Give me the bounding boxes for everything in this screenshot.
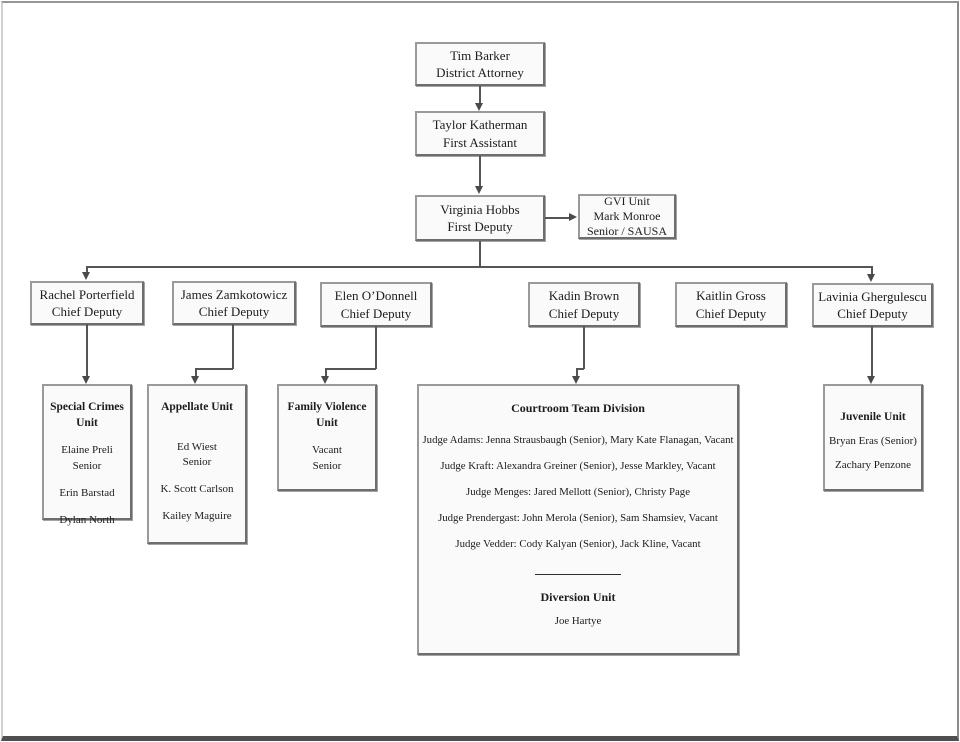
unit-member: Bryan Eras (Senior) <box>829 434 917 447</box>
connector-line <box>545 217 570 219</box>
unit-title <box>840 410 906 426</box>
node-district-attorney <box>415 42 545 86</box>
connector-line <box>195 368 233 370</box>
person-name: Tim Barker <box>450 47 510 63</box>
node-family-violence-unit <box>277 384 377 491</box>
unit-title-line: Appellate Unit <box>161 401 233 413</box>
unit-title: GVI Unit <box>604 194 650 208</box>
node-appellate-unit <box>147 384 247 544</box>
arrowhead-down <box>867 274 875 282</box>
node-chief-deputy-porterfield <box>30 281 144 325</box>
arrowhead-down <box>475 186 483 194</box>
node-special-crimes-unit <box>42 384 132 526</box>
unit-member: Vacant Senior <box>312 444 342 472</box>
arrowhead-down <box>572 376 580 384</box>
node-chief-deputy-ghergulescu <box>812 283 933 327</box>
person-name: Taylor Katherman <box>432 117 528 133</box>
unit-title <box>161 400 233 416</box>
unit-title <box>288 400 367 431</box>
person-title: Chief Deputy <box>340 305 412 321</box>
node-chief-deputy-gross <box>675 282 787 327</box>
person-title: Chief Deputy <box>198 304 270 319</box>
unit-member: K. Scott Carlson <box>160 483 234 496</box>
unit-title-line: Unit <box>76 416 98 429</box>
connector-line <box>232 324 234 369</box>
node-chief-deputy-zamkotowicz <box>172 281 296 325</box>
courtroom-row: Judge Adams: Jenna Strausbaugh (Senior), Mary Kate Flanagan, Vacant <box>422 434 734 447</box>
unit-member: Ed Wiest Senior <box>177 440 217 469</box>
unit-title <box>50 400 124 431</box>
unit-title: Courtroom Team Division <box>511 401 645 415</box>
person-name: James Zamkotowicz <box>180 286 288 302</box>
connector-line <box>583 326 585 369</box>
unit-member: Zachary Penzone <box>834 459 912 472</box>
connector-line <box>86 266 872 268</box>
connector-line <box>375 326 377 369</box>
connector-line <box>871 326 873 377</box>
arrowhead-down <box>82 272 90 280</box>
person-name: Rachel Porterfield <box>39 286 135 302</box>
courtroom-row: Judge Vedder: Cody Kalyan (Senior), Jack Kline, Vacant <box>455 538 701 550</box>
courtroom-row: Judge Kraft: Alexandra Greiner (Senior), Jesse Markley, Vacant <box>440 460 716 473</box>
person-title: Senior / SAUSA <box>586 224 667 238</box>
unit-title: Diversion Unit <box>540 589 616 604</box>
node-gvi-unit <box>578 194 676 239</box>
node-juvenile-unit <box>823 384 923 491</box>
person-name: Virginia Hobbs <box>440 201 520 217</box>
person-name: Lavinia Ghergulescu <box>818 288 927 304</box>
unit-member: Joe Hartye <box>554 615 602 628</box>
person-title: Chief Deputy <box>695 305 767 321</box>
person-title: First Deputy <box>447 219 513 234</box>
unit-title-line: Unit <box>316 416 338 429</box>
node-courtroom-team-division <box>417 384 739 655</box>
unit-member: Elaine Preli Senior <box>61 444 113 472</box>
unit-title-line: Family Violence <box>287 401 367 413</box>
unit-member: Erin Barstad <box>59 486 115 499</box>
person-title: District Attorney <box>436 65 524 80</box>
arrowhead-down <box>321 376 329 384</box>
arrowhead-down <box>82 376 90 384</box>
person-title: Chief Deputy <box>51 304 123 319</box>
person-title: Chief Deputy <box>837 306 908 321</box>
section-divider <box>535 574 621 575</box>
arrowhead-down <box>475 103 483 111</box>
node-first-assistant <box>415 111 545 156</box>
connector-line <box>86 324 88 377</box>
courtroom-row: Judge Prendergast: John Merola (Senior), Sam Shamsiev, Vacant <box>438 512 718 525</box>
connector-line <box>479 86 481 104</box>
person-name: Elen O’Donnell <box>334 288 418 304</box>
person-title: First Assistant <box>442 134 518 150</box>
connector-line <box>479 156 481 186</box>
person-title: Chief Deputy <box>548 305 620 321</box>
unit-member: Dylan North <box>59 513 115 526</box>
person-name: Kaitlin Gross <box>696 288 766 304</box>
courtroom-row: Judge Menges: Jared Mellott (Senior), Christy Page <box>466 486 690 499</box>
unit-member: Kailey Maguire <box>162 510 232 523</box>
arrowhead-down <box>191 376 199 384</box>
person-name: Mark Monroe <box>593 209 661 223</box>
connector-line <box>479 241 481 267</box>
unit-title-line: Juvenile Unit <box>840 411 906 423</box>
person-name: Kadin Brown <box>548 288 620 304</box>
node-chief-deputy-odonnell <box>320 282 432 327</box>
arrowhead-down <box>867 376 875 384</box>
node-chief-deputy-brown <box>528 282 640 327</box>
node-first-deputy <box>415 195 545 241</box>
unit-title-line: Special Crimes <box>50 401 124 413</box>
arrowhead-right <box>569 213 577 221</box>
connector-line <box>325 368 376 370</box>
